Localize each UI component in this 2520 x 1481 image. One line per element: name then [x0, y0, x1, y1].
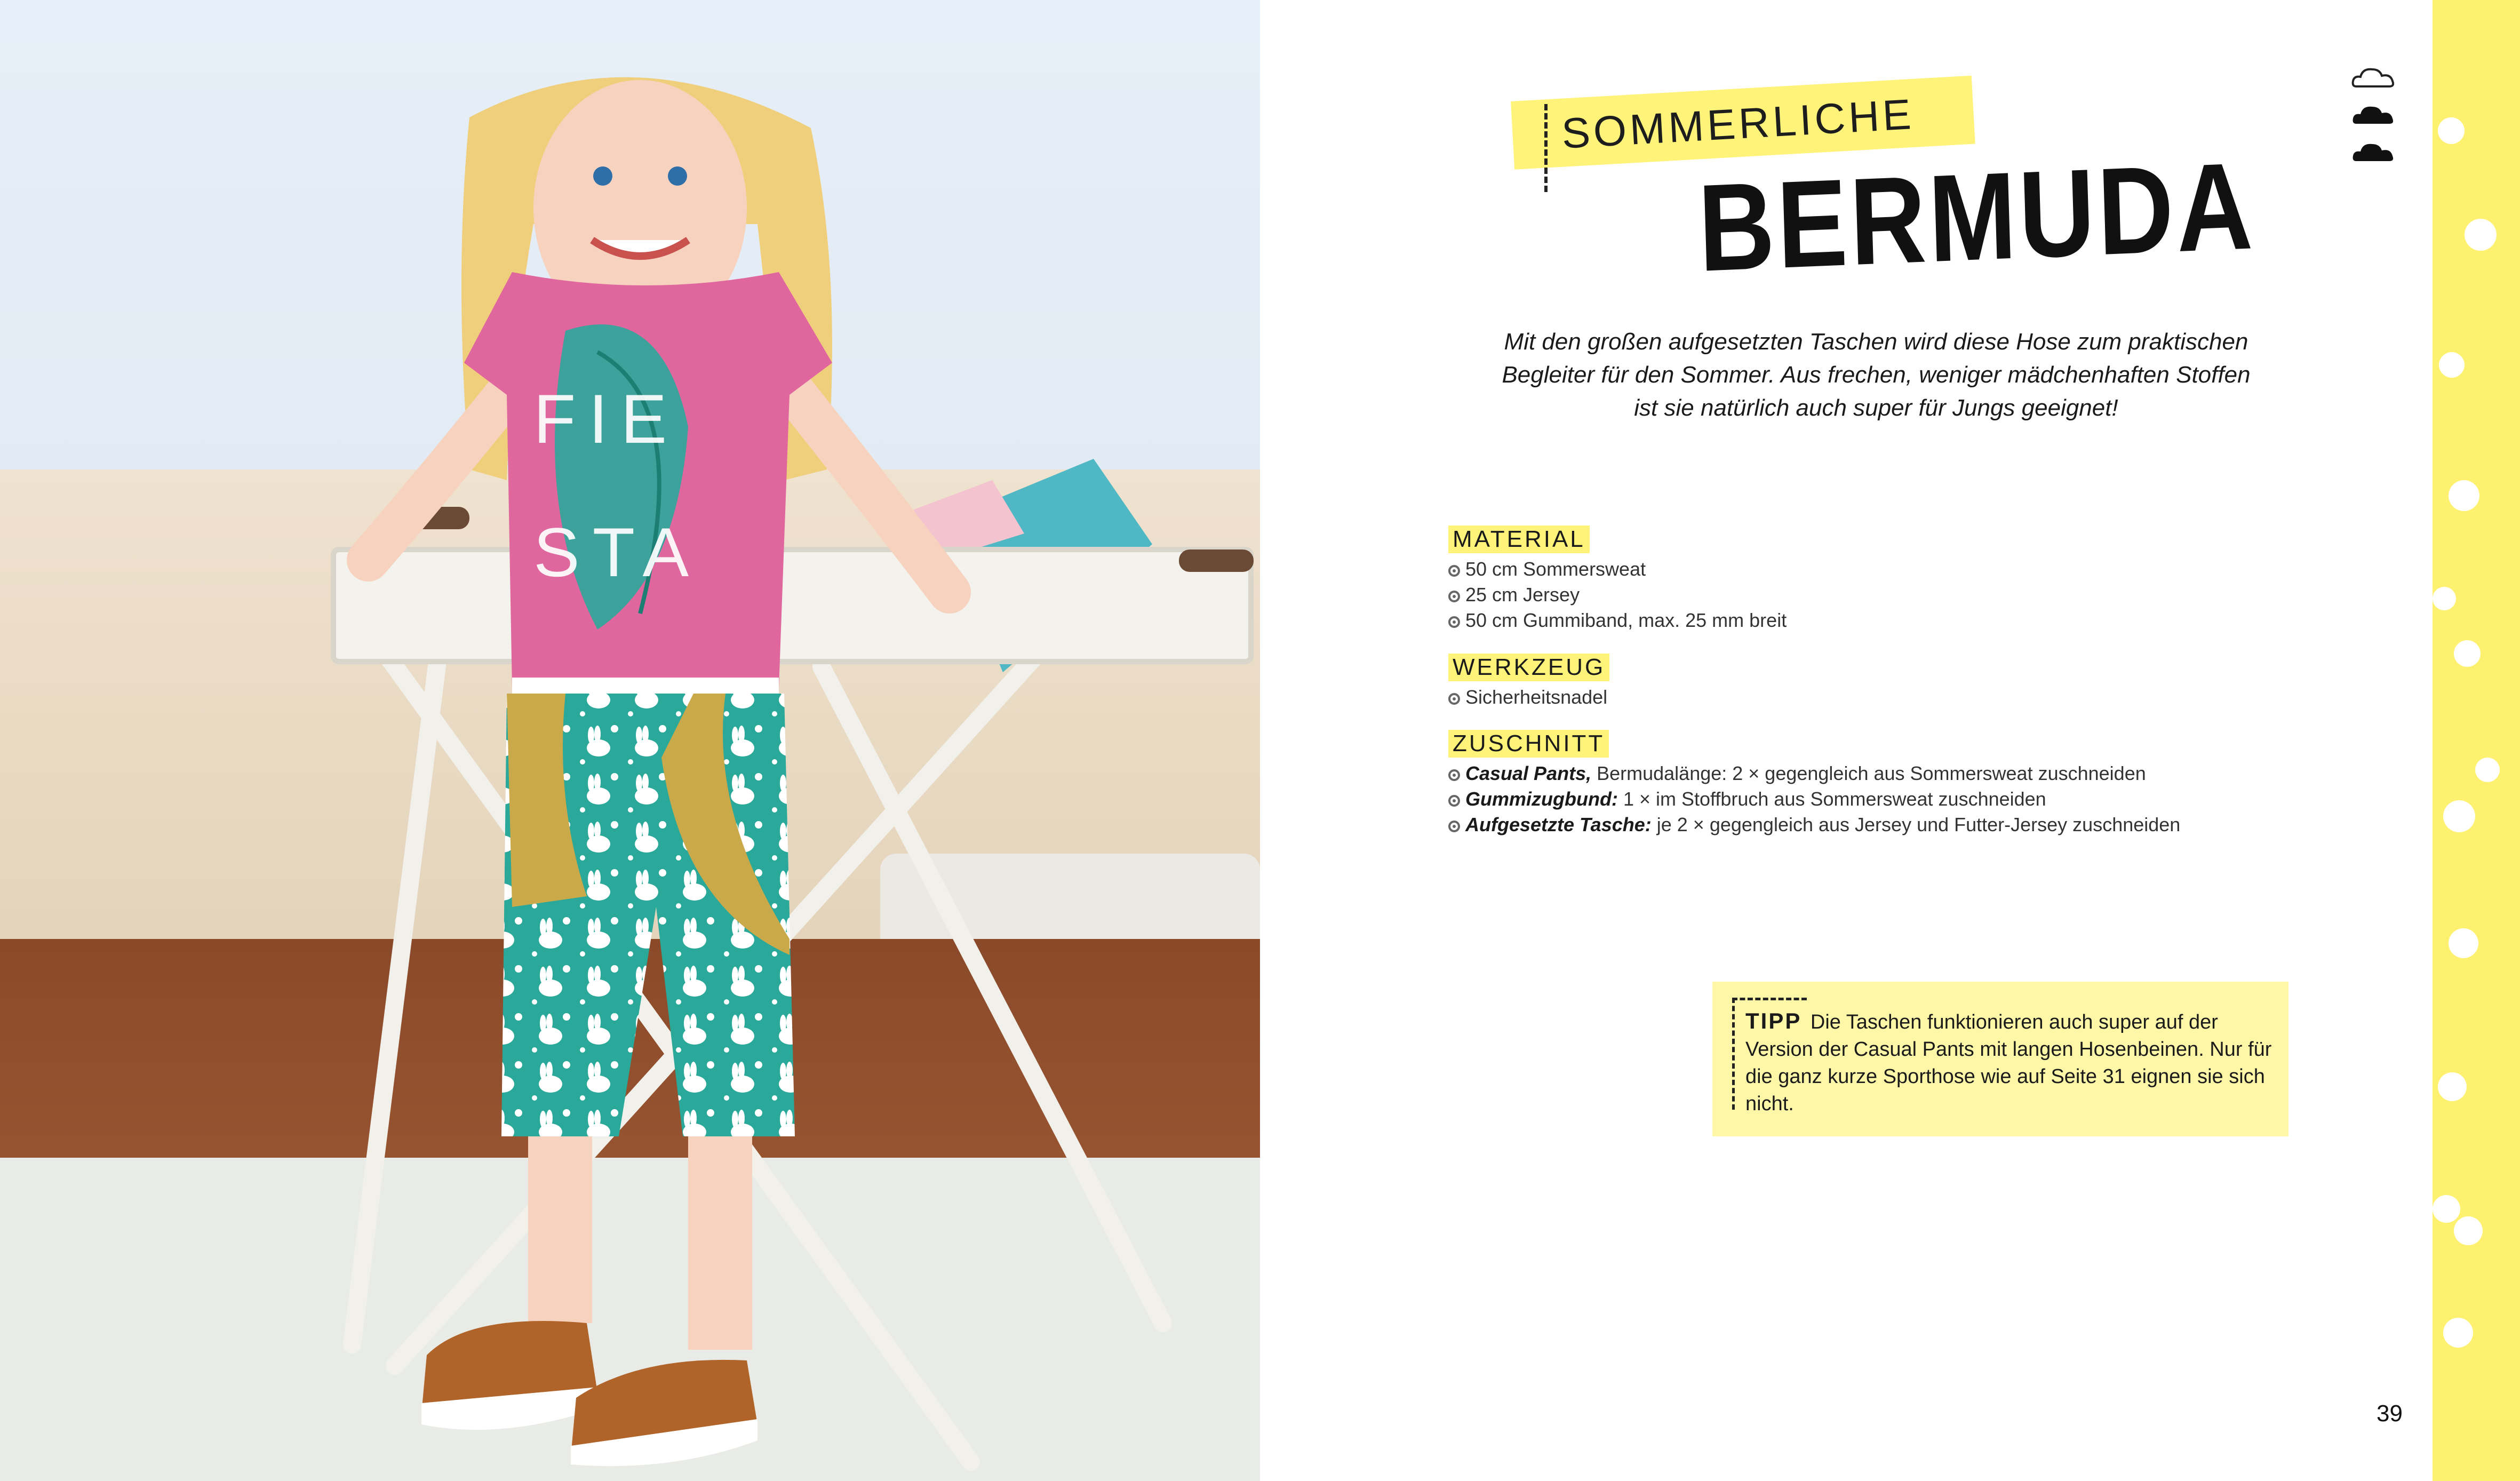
material-item: 50 cm Sommersweat: [1465, 558, 1646, 580]
list-item: [1448, 684, 1609, 710]
tip-dashed-line: [1732, 998, 1735, 1110]
page-number: 39: [2377, 1400, 2403, 1427]
bullet-icon: [1448, 821, 1460, 832]
material-item: 25 cm Jersey: [1465, 584, 1580, 606]
werkzeug-item: Sicherheitsnadel: [1465, 686, 1608, 708]
bullet-icon: [1448, 591, 1460, 602]
tip-dashed-line: [1732, 998, 1807, 1000]
werkzeug-heading: WERKZEUG: [1448, 654, 1609, 681]
zuschnitt-item-label: Casual Pants,: [1465, 762, 1592, 784]
cloud-filled-icon: [2353, 107, 2394, 124]
tip-content: [1745, 1007, 2274, 1118]
list-item: [1448, 812, 2180, 838]
list-item: [1448, 556, 1787, 582]
zuschnitt-item-text: 1 × im Stoffbruch aus Sommersweat zuschneiden: [1617, 788, 2046, 810]
zuschnitt-item-label: Aufgesetzte Tasche:: [1465, 814, 1652, 835]
decorative-dotted-strip: [2433, 0, 2520, 1481]
material-section: [1448, 525, 1787, 633]
list-item: [1448, 608, 1787, 633]
shirt-print-bottom: STA: [533, 513, 702, 591]
list-item: [1448, 582, 1787, 608]
bullet-icon: [1448, 565, 1460, 577]
tip-text: Die Taschen funktionieren auch super auf der Version der Casual Pants mit langen Hosenbeinen. Nur für die ganz kurze Sporthose wie auf Seite 31 eignen sie sich nicht.: [1745, 1011, 2272, 1115]
bullet-icon: [1448, 616, 1460, 628]
zuschnitt-heading: ZUSCHNITT: [1448, 730, 1609, 758]
title-dashed-line: [1544, 104, 1548, 192]
material-item: 50 cm Gummiband, max. 25 mm breit: [1465, 609, 1787, 631]
bullet-icon: [1448, 693, 1460, 705]
material-heading: MATERIAL: [1448, 525, 1590, 553]
cloud-filled-icon: [2353, 144, 2394, 161]
shirt-print-top: FIE: [533, 380, 680, 458]
page-title: BERMUDA: [1696, 137, 2257, 298]
list-item: [1448, 761, 2180, 786]
bullet-icon: [1448, 795, 1460, 807]
werkzeug-section: [1448, 654, 1609, 710]
list-item: [1448, 786, 2180, 812]
cloud-rating: [2350, 59, 2398, 173]
zuschnitt-item-label: Gummizugbund:: [1465, 788, 1618, 810]
bullet-icon: [1448, 769, 1460, 781]
zuschnitt-section: [1448, 730, 2180, 838]
tip-label: TIPP: [1745, 1008, 1802, 1033]
zuschnitt-item-text: Bermudalänge: 2 × gegengleich aus Sommersweat zuschneiden: [1591, 762, 2146, 784]
zuschnitt-item-text: je 2 × gegengleich aus Jersey und Futter-Jersey zuschneiden: [1651, 814, 2181, 835]
cloud-outline-icon: [2353, 69, 2394, 86]
intro-text: Mit den großen aufgesetzten Taschen wird diese Hose zum praktischen Begleiter für den Sommer. Aus frechen, weniger mädchenhaften Stoffen ist sie natürlich auch super für Jungs geeignet!: [1502, 329, 2251, 421]
title-small: SOMMERLICHE: [1560, 90, 1916, 157]
